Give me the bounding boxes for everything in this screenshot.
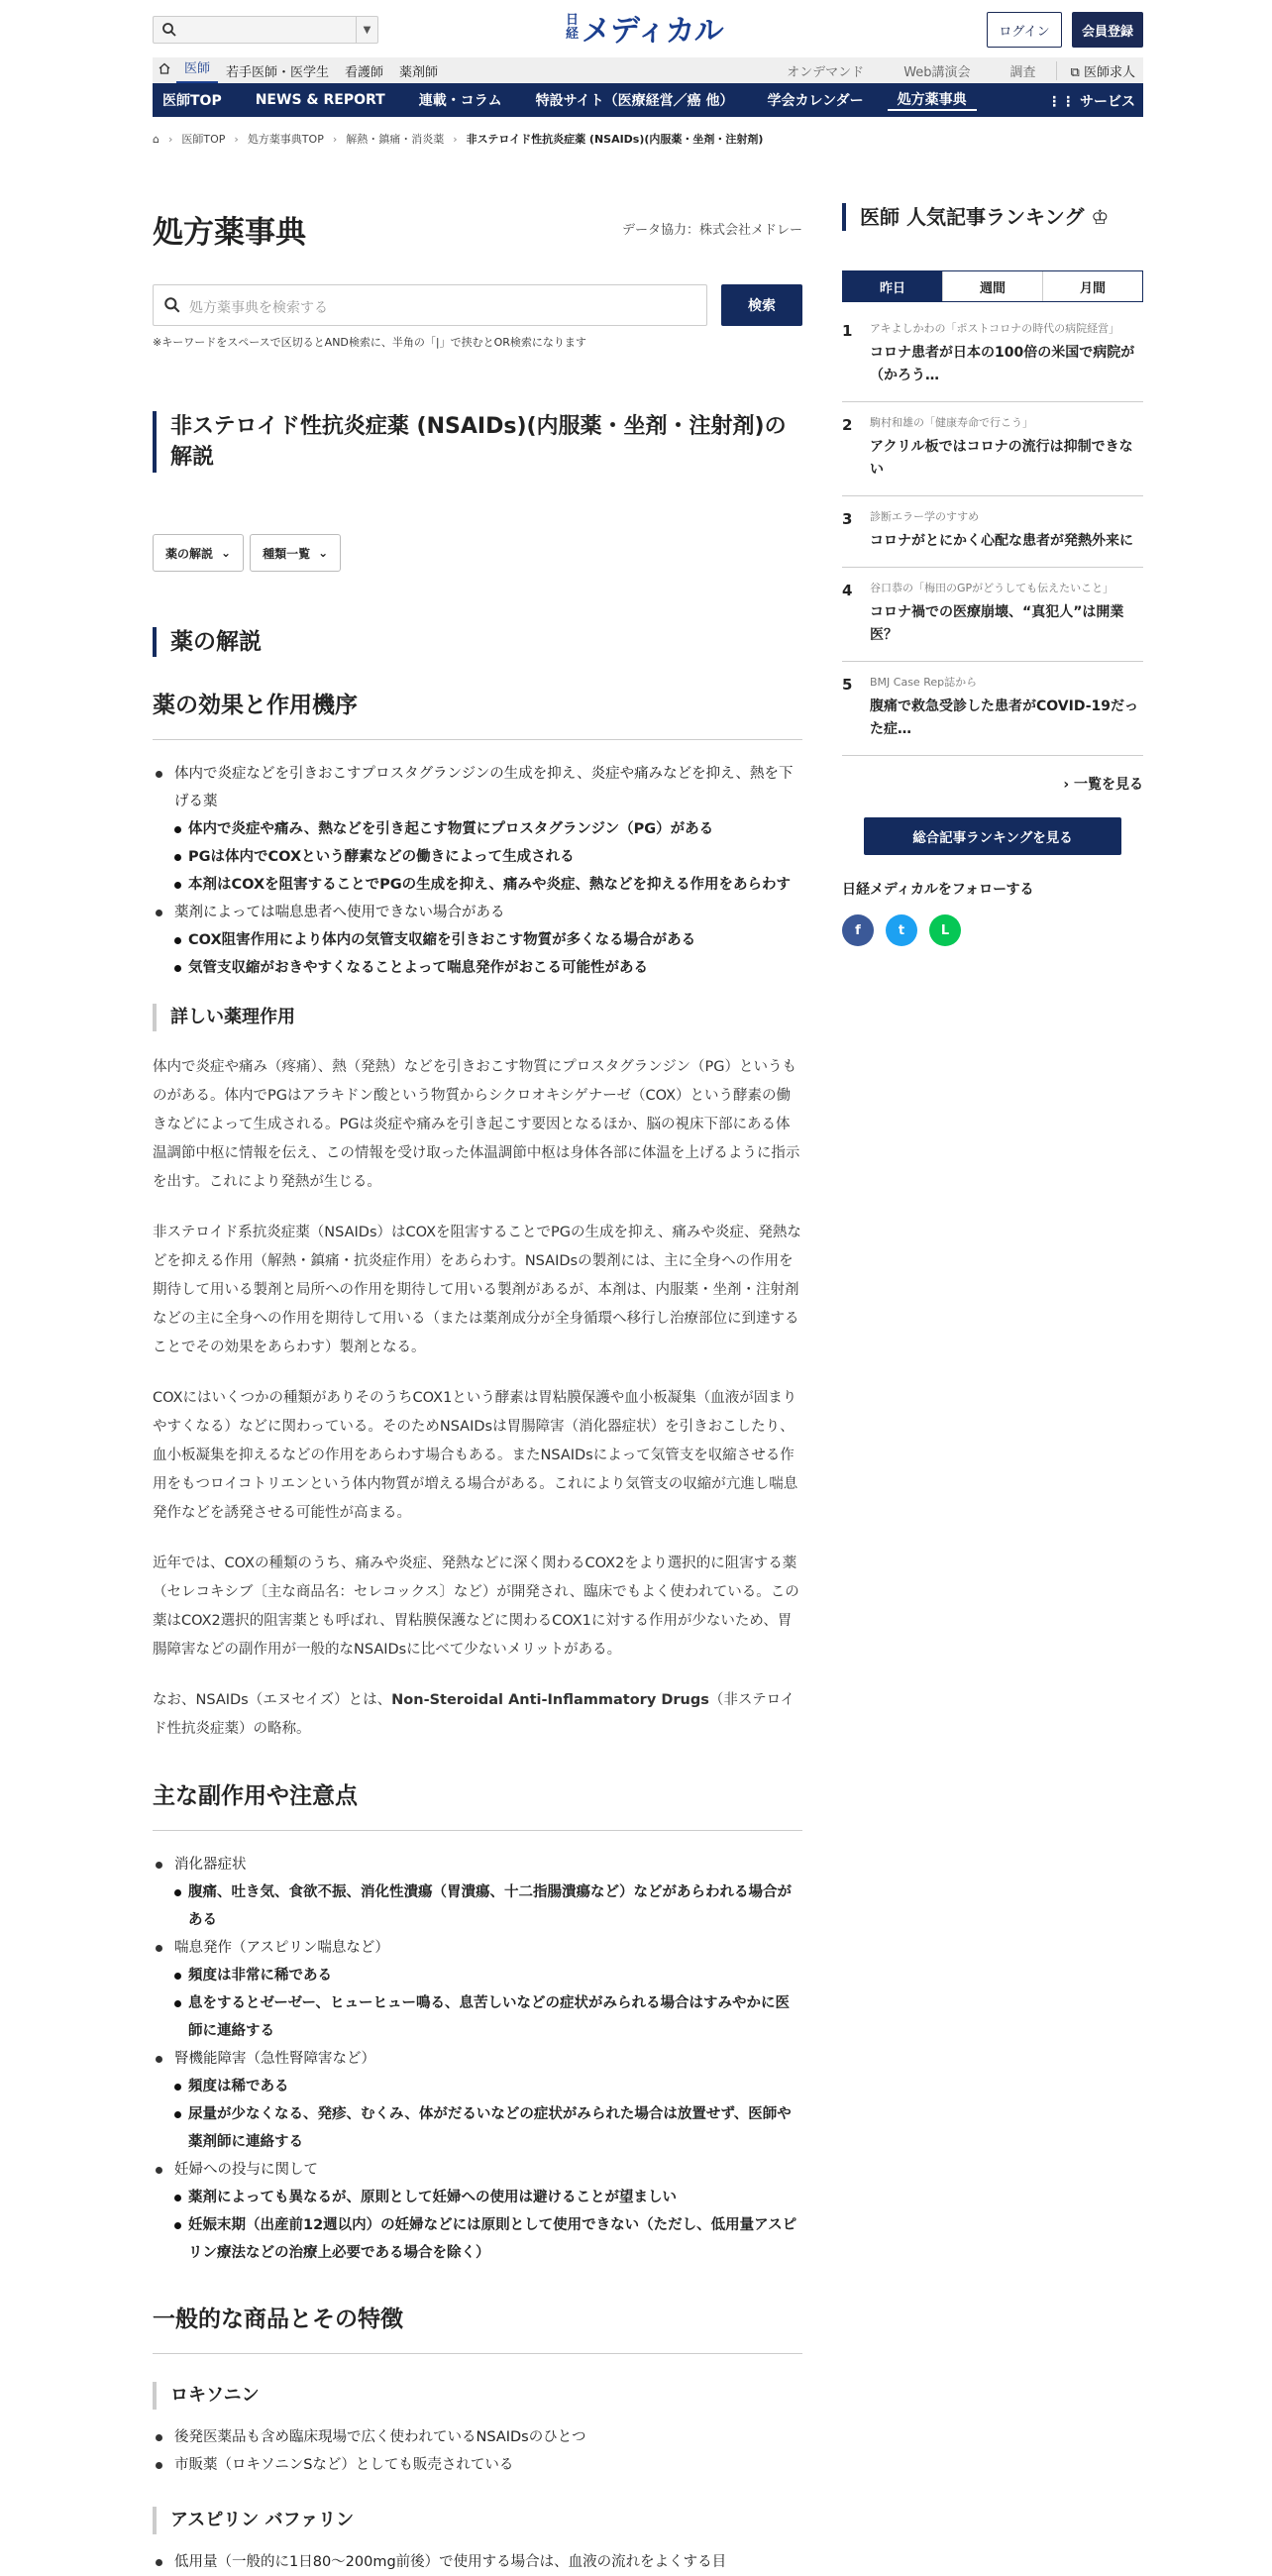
paragraph: COXにはいくつかの種類がありそのうちCOX1という酵素は胃粘膜保護や血小板凝集（血液が固まりやすくなる）などに関わっている。そのためNSAIDsは胃腸障害（消化器症状）を引きおこしたり、血小板凝集を抑えるなどの作用をあらわす場合もある。またNSAIDsによって気管支を収縮させる作用をもつロイコトリエンという体内物質が増える場合がある。これにより気管支の収縮が亢進し喘息発作などを誘発させる可能性が高まる。 [153,1390,798,1521]
ranking-tabs [842,270,1143,302]
search-icon [161,22,177,38]
rank-title[interactable]: コロナがとにかく心配な患者が発熱外来に [870,533,1133,549]
rank-title[interactable]: コロナ禍での医療崩壊、“真犯人”は開業医？ [870,604,1124,643]
breadcrumb [153,117,1143,161]
sidebar [842,203,1143,946]
list-text: 消化器症状 [174,1857,247,1873]
services-label: サービス [1080,94,1135,110]
note-pre: なお、NSAIDs（エヌセイズ）とは、 [153,1692,392,1708]
rank-number: 5 [842,676,853,694]
paragraph: 近年では、COXの種類のうち、痛みや炎症、発熱などに深く関わるCOX2をより選択的に阻害する薬（セレコキシブ〔主な商品名：セレコックス〕など）が開発され、臨床でもよく使われている。この薬はCOX2選択的阻害薬とも呼ばれ、胃粘膜保護などに関わるCOX1に対する作用が少ないため、胃腸障害などの副作用が一般的なNSAIDsに比べて少ないメリットがある。 [153,1556,799,1658]
list-item: 低用量（一般的に1日80〜200mg前後）で使用する場合は、血液の流れをよくする目 [153,2548,802,2576]
ranking-item[interactable] [842,308,1143,402]
ranking-item[interactable] [842,568,1143,662]
rank-number: 2 [842,416,853,434]
product-list [153,2423,802,2479]
breadcrumb-item[interactable]: 解熱・鎮痛・消炎薬 [346,133,445,146]
logo-title: メディカル [582,14,723,49]
rank-author: 駒村和雄の「健康寿命で行こう」 [870,416,1033,429]
chevron-down-icon: ⌄ [318,546,329,560]
paragraph: 体内で炎症や痛み（疼痛）、熱（発熱）などを引きおこす物質にプロスタグランジン（PG）というものがある。体内でPGはアラキドン酸という物質からシクロオキシゲナーゼ（COX）という酵素の働きなどによって生成される。PGは炎症や痛みを引き起こす要因となるほか、脳の視床下部にある体温調節中枢に情報を伝え、この情報を受け取った体温調節中枢は身体各部に体温を上げるように指示を出す。これにより発熱が生じる。 [153,1059,800,1190]
list-item [153,2045,802,2156]
drug-search-input[interactable] [153,284,707,326]
list-text: 腎機能障害（急性腎障害など） [174,2051,375,2067]
jobs-label: 医師求人 [1083,64,1135,80]
crown-icon: ♔ [1091,205,1110,229]
nav-item-web-lecture[interactable]: Web講演会 [903,64,971,80]
drug-heading: 非ステロイド性抗炎症薬 (NSAIDs)(内服薬・坐剤・注射剤)の解説 [153,411,802,473]
breadcrumb-item[interactable]: 処方薬事典TOP [247,133,324,146]
ranking-list [842,308,1143,756]
nav-drug-dictionary[interactable]: 処方薬事典 [888,89,977,111]
nav-news[interactable]: NEWS & REPORT [255,92,385,108]
rank-number: 3 [842,510,853,528]
nav-special[interactable]: 特設サイト（医療経営／癌 他） [535,93,734,109]
list-item [153,1851,802,1934]
ranking-title [842,203,1143,231]
audience-nav [153,57,1143,83]
rank-title[interactable]: 腹痛で救急受診した患者がCOVID-19だった症… [870,698,1139,737]
home-icon[interactable] [153,62,176,78]
product-name: アスピリン バファリン [153,2507,802,2534]
rank-author: 診断エラー学のすすめ [870,510,980,523]
nav-item-ondemand[interactable]: オンデマンド [787,64,865,80]
total-ranking-button[interactable]: 総合記事ランキングを見る [864,817,1121,855]
chevron-right-icon: › [453,132,458,146]
login-button[interactable]: ログイン [987,12,1062,48]
rank-author: アキよしかわの「ポストコロナの時代の病院経営」 [870,322,1120,335]
ranking-item[interactable] [842,402,1143,496]
rank-number: 4 [842,582,853,599]
pill-label: 薬の解説 [165,546,214,561]
list-item: 体内で炎症や痛み、熱などを引き起こす物質にプロスタグランジン（PG）がある [174,815,802,843]
follow-heading: 日経メディカルをフォローする [842,882,1034,898]
chevron-down-icon: ⌄ [221,546,232,560]
heading-effect: 薬の効果と作用機序 [153,687,802,740]
page-title: 処方薬事典 [153,215,306,251]
chevron-down-icon[interactable]: ▼ [356,17,377,43]
pill-types[interactable] [250,534,341,572]
chevron-right-icon: › [234,132,239,146]
list-item: 頻度は非常に稀である [174,1962,802,1989]
search-icon [163,296,181,314]
paragraph-note [153,1686,802,1744]
heading-side-effects: 主な副作用や注意点 [153,1777,802,1831]
search-placeholder: 処方薬事典を検索する [189,300,328,316]
data-credit: データ協力：株式会社メドレー [621,223,802,238]
list-item: 薬剤によっても異なるが、原則として妊婦への使用は避けることが望ましい [174,2184,802,2211]
main-nav [153,83,1143,117]
paragraph: 非ステロイド系抗炎症薬（NSAIDs）はCOXを阻害することでPGの生成を抑え、痛みや炎症、発熱などを抑える作用（解熱・鎮痛・抗炎症作用）をあらわす。NSAIDsの製剤には、主に全身への作用を期待して用いる製剤と局所への作用を期待して用いる製剤があるが、本剤は、内服薬・坐剤・注射剤などの主に全身への作用を期待して用いる（または薬剤成分が全身循環へ移行し治療部位に到達することでその効果をあらわす）製剤となる。 [153,1225,801,1355]
register-button[interactable]: 会員登録 [1072,12,1143,48]
anchor-pills [153,534,341,572]
nav-item-survey[interactable]: 調査 [1009,64,1036,80]
side-effect-list [153,1851,802,2267]
ranking-item[interactable] [842,496,1143,568]
effect-list [153,760,802,982]
chevron-right-icon: › [1063,777,1070,793]
list-item: 本剤はCOXを阻害することでPGの生成を抑え、痛みや炎症、熱などを抑える作用をあらわす [174,871,802,899]
main-column [153,203,802,2570]
ranking-title-text: 医師 人気記事ランキング [860,205,1085,229]
external-link-icon: ⧉ [1070,64,1080,80]
heading-detail: 詳しい薬理作用 [153,1004,802,1031]
list-item [153,2156,802,2267]
note-en: Non-Steroidal Anti-Inflammatory Drugs [391,1692,709,1708]
header [153,0,1143,57]
list-text: 体内で炎症などを引きおこすプロスタグランジンの生成を抑え、炎症や痛みなどを抑え、熱を下げる薬 [174,766,794,809]
list-item: 腹痛、吐き気、食欲不振、消化性潰瘍（胃潰瘍、十二指腸潰瘍など）などがあらわれる場合がある [174,1878,802,1934]
nav-item-pharmacist[interactable]: 薬剤師 [399,64,439,80]
list-item [153,899,802,982]
list-item: PGは体内でCOXという酵素などの働きによって生成される [174,843,802,871]
nav-item-young[interactable]: 若手医師・医学生 [226,64,330,80]
pill-explanation[interactable] [153,534,244,572]
list-item [153,1934,802,2045]
rank-author: 谷口恭の「梅田のGPがどうしても伝えたいこと」 [870,582,1114,594]
heading-products: 一般的な商品とその特徴 [153,2301,802,2354]
logo[interactable] [566,10,723,49]
search-button[interactable]: 検索 [721,284,802,326]
chevron-right-icon: › [332,132,338,146]
rank-number: 1 [842,322,853,340]
tab-yesterday[interactable]: 昨日 [843,271,942,301]
list-text: 薬剤によっては喘息患者へ使用できない場合がある [174,905,505,920]
breadcrumb-current: 非ステロイド性抗炎症薬 (NSAIDs)(内服薬・坐剤・注射剤) [466,133,764,146]
nav-doctor-top[interactable]: 医師TOP [162,93,222,109]
breadcrumb-item[interactable]: 医師TOP [181,133,226,146]
facebook-icon[interactable]: f [842,914,874,946]
home-icon[interactable]: ⌂ [153,132,159,146]
logo-char: 経 [566,27,580,42]
nav-item-jobs[interactable] [1056,61,1143,80]
rank-author: BMJ Case Rep誌から [870,676,978,689]
section-heading: 薬の解説 [153,627,802,657]
article [153,627,802,2576]
nav-item-doctor[interactable]: 医師 [176,57,218,83]
tab-weekly[interactable]: 週間 [942,271,1042,301]
list-item: COX阻害作用により体内の気管支収縮を引きおこす物質が多くなる場合がある [174,926,802,954]
search-note: ※キーワードをスペースで区切るとAND検索に、半角の「|」で挟むとOR検索になります [153,336,586,349]
twitter-icon[interactable]: t [886,914,917,946]
list-item: 市販薬（ロキソニンSなど）としても販売されている [153,2451,802,2479]
social-links [842,914,1143,946]
list-text: 喘息発作（アスピリン喘息など） [174,1940,389,1956]
logo-char: 日 [566,13,580,28]
nav-calendar[interactable]: 学会カレンダー [767,93,864,109]
line-icon[interactable]: L [929,914,961,946]
tab-monthly[interactable]: 月間 [1042,271,1142,301]
more-link[interactable] [842,774,1143,794]
services-menu[interactable] [1047,91,1135,111]
pill-label: 種類一覧 [263,546,311,561]
rank-title[interactable]: コロナ患者が日本の100倍の米国で病院が（かろう… [870,345,1135,383]
list-item: 尿量が少なくなる、発疹、むくみ、体がだるいなどの症状がみられた場合は放置せず、医師や薬剤師に連絡する [174,2100,802,2156]
product-list [153,2548,802,2576]
list-text: 妊婦への投与に関して [174,2162,318,2178]
product-name: ロキソニン [153,2382,802,2410]
grid-icon: ⋮⋮ [1047,94,1076,110]
list-item: 後発医薬品も含め臨床現場で広く使われているNSAIDsのひとつ [153,2423,802,2451]
site-search-input[interactable] [153,16,378,44]
list-item: 頻度は稀である [174,2073,802,2100]
list-item [153,760,802,899]
nav-item-nurse[interactable]: 看護師 [345,64,384,80]
nav-columns[interactable]: 連載・コラム [418,93,502,109]
list-item: 気管支収縮がおきやすくなることよって喘息発作がおこる可能性がある [174,954,802,982]
list-item: 息をするとゼーゼー、ヒューヒュー鳴る、息苦しいなどの症状がみられる場合はすみやかに医師に連絡する [174,1989,802,2045]
page [153,0,1143,2570]
list-item: 妊娠末期（出産前12週以内）の妊婦などには原則として使用できない（ただし、低用量アスピリン療法などの治療上必要である場合を除く） [174,2211,802,2267]
more-label: 一覧を見る [1074,777,1143,793]
note-post: （非ステロイド性抗炎症薬）の略称。 [153,1692,795,1737]
rank-title[interactable]: アクリル板ではコロナの流行は抑制できない [870,439,1133,478]
chevron-right-icon: › [167,132,173,146]
ranking-item[interactable] [842,662,1143,756]
